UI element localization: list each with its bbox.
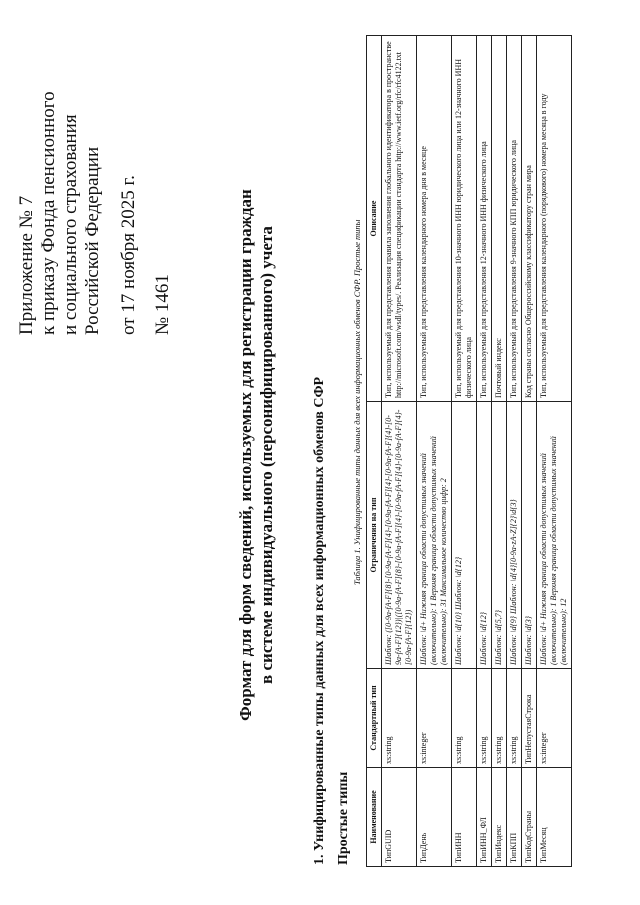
cell-description: Тип, используемый для представления 9-значного КПП юридического лица xyxy=(507,36,522,402)
order-date: от 17 ноября 2025 г. xyxy=(118,175,139,335)
cell-description: Почтовый индекс xyxy=(492,36,507,402)
cell-name: ТипИНН_ФЛ xyxy=(477,768,492,867)
cell-restrictions: Шаблон: \d{9} Шаблон: \d{4}[0-9a-zA-Z]{2}\d{3} xyxy=(507,402,522,669)
table-row xyxy=(477,36,492,867)
cell-description: Тип, используемый для представления календарного номера дня в месяце xyxy=(417,36,452,402)
header-description: Описание xyxy=(367,36,382,402)
appendix-line: Приложение № 7 xyxy=(16,195,37,335)
cell-restrictions: Шаблон: \d{3} xyxy=(522,402,537,669)
appendix-line: Российской Федерации xyxy=(82,146,103,335)
cell-type: xs:string xyxy=(492,669,507,768)
cell-type: xs:string xyxy=(382,669,417,768)
cell-type: ТипНепустаяСтрока xyxy=(522,669,537,768)
cell-description: Код страны согласно Общероссийскому классификатору стран мира xyxy=(522,36,537,402)
cell-description: Тип, используемый для представления правила заполнения глобального идентификатора в пространстве http://microsoft.com/wsdl/types/. Реализация спецификации стандарта http://www.ietf.org/rfc/rfc4122.txt xyxy=(382,36,417,402)
cell-restrictions: Шаблон: \d+ Нижняя граница области допустимых значений (включительно): 1 Верхняя граница области допустимых значений (включительно): 31 Максимальное количество цифр: 2 xyxy=(417,402,452,669)
table-row xyxy=(537,36,572,867)
table-header-row xyxy=(367,36,382,867)
section-heading: 1. Унифицированные типы данных для всех информационных обменов СФР xyxy=(312,376,327,865)
table-row xyxy=(382,36,417,867)
cell-name: ТипИндекс xyxy=(492,768,507,867)
title-line: Формат для форм сведений, используемых для регистрации граждан xyxy=(236,189,255,721)
table-row xyxy=(417,36,452,867)
header-restrictions: Ограничения на тип xyxy=(367,402,382,669)
cell-description: Тип, используемый для представления 10-значного ИНН юридического лица или 12-значного ИНН физического лица xyxy=(452,36,477,402)
cell-type: xs:integer xyxy=(537,669,572,768)
cell-type: xs:string xyxy=(477,669,492,768)
document-title xyxy=(235,35,277,875)
cell-name: ТипКодСтраны xyxy=(522,768,537,867)
appendix-line: к приказу Фонда пенсионного xyxy=(38,91,59,335)
appendix-line: и социального страхования xyxy=(60,114,81,335)
table-row xyxy=(492,36,507,867)
title-line: в системе индивидуального (персонифицированного) учета xyxy=(257,226,276,684)
cell-restrictions: Шаблон: \d{10} Шаблон: \d{12} xyxy=(452,402,477,669)
cell-description: Тип, используемый для представления календарного (порядкового) номера месяца в году xyxy=(537,36,572,402)
table-row xyxy=(522,36,537,867)
cell-type: xs:string xyxy=(507,669,522,768)
cell-name: ТипGUID xyxy=(382,768,417,867)
appendix-block xyxy=(16,15,174,335)
cell-name: ТипИНН xyxy=(452,768,477,867)
cell-restrictions: Шаблон: \d{5,7} xyxy=(492,402,507,669)
cell-restrictions: Шаблон: \d{12} xyxy=(477,402,492,669)
table-caption: Таблица 1. Унифицированные типы данных для всех информационных обменов СФР. Простые типы xyxy=(352,219,362,585)
header-name: Наименование xyxy=(367,768,382,867)
cell-name: ТипКПП xyxy=(507,768,522,867)
cell-name: ТипДень xyxy=(417,768,452,867)
header-standard-type: Стандартный тип xyxy=(367,669,382,768)
table-row xyxy=(452,36,477,867)
order-number: № 1461 xyxy=(152,274,173,335)
cell-restrictions: Шаблон: ([0-9a-fA-F]{8}-[0-9a-fA-F]{4}-[0-9a-fA-F]{4}-[0-9a-fA-F]{4}-[0-9a-fA-F]{12})|([0-9a-fA-F]{8}-[0-9a-fA-F]{4}-[0-9a-fA-F]{4}-[0-9a-fA-F]{4}-[0-9a-fA-F]{12}) xyxy=(382,402,417,669)
cell-description: Тип, используемый для представления 12-значного ИНН физического лица xyxy=(477,36,492,402)
sub-heading: Простые типы xyxy=(336,771,351,865)
table-row xyxy=(507,36,522,867)
cell-type: xs:string xyxy=(452,669,477,768)
cell-name: ТипМесяц xyxy=(537,768,572,867)
cell-type: xs:integer xyxy=(417,669,452,768)
cell-restrictions: Шаблон: \d+ Нижняя граница области допустимых значений (включительно): 1 Верхняя граница области допустимых значений (включительно): 12 xyxy=(537,402,572,669)
types-table xyxy=(366,35,572,867)
